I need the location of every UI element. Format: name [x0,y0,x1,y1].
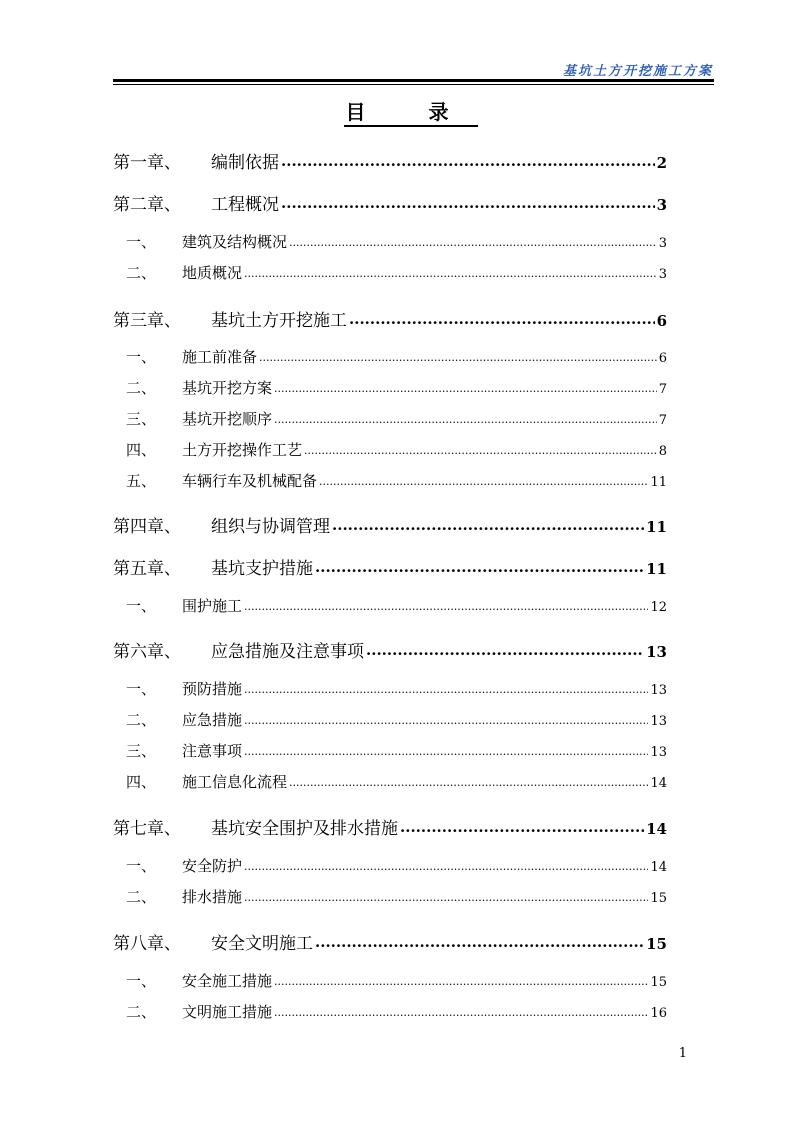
toc-entry-number: 第一章、 [113,153,181,173]
toc-entry-number: 四、 [126,773,157,791]
toc-entry-number: 第二章、 [113,195,181,215]
toc-entry-page: 6 [658,351,667,366]
toc-dot-leader [304,444,657,457]
toc-entry-title: 应急措施 [182,711,243,729]
toc-entry-title: 建筑及结构概况 [182,233,288,251]
toc-entry-page: 7 [658,382,667,397]
toc-section-entry[interactable] [126,470,667,491]
toc-entry-page: 14 [650,776,667,791]
toc-dot-leader [274,975,648,988]
toc-entry-page: 3 [656,196,667,214]
toc-entry-title: 基坑土方开挖施工 [211,311,347,331]
toc-section-entry[interactable] [126,678,667,699]
toc-dot-leader [349,310,655,328]
toc-section-entry[interactable] [126,346,667,367]
toc-entry-page: 14 [646,820,667,838]
toc-section-entry[interactable] [126,439,667,460]
toc-dot-leader [400,818,644,836]
toc-chapter-entry[interactable] [113,190,667,215]
header-rule-thin [113,84,714,85]
toc-entry-page: 11 [650,475,667,490]
toc-entry-title: 基坑开挖方案 [182,379,273,397]
toc-section-entry[interactable] [126,1001,667,1022]
toc-entry-page: 6 [656,312,667,330]
running-header-title: 基坑土方开挖施工方案 [562,64,713,79]
toc-entry-title: 文明施工措施 [182,1003,273,1021]
toc-entry-page: 8 [658,444,667,459]
toc-entry-page: 12 [650,600,667,615]
toc-dot-leader [315,933,644,951]
page-number: 1 [678,1046,687,1061]
toc-entry-page: 13 [646,643,667,661]
toc-entry-number: 第七章、 [113,819,181,839]
toc-entry-title: 安全防护 [182,857,243,875]
toc-chapter-entry[interactable] [113,554,667,579]
toc-entry-page: 15 [650,891,667,906]
toc-section-entry[interactable] [126,886,667,907]
toc-entry-title: 应急措施及注意事项 [211,642,364,662]
toc-entry-number: 第六章、 [113,642,181,662]
toc-section-entry[interactable] [126,709,667,730]
toc-dot-leader [289,236,657,249]
toc-entry-title: 组织与协调管理 [211,517,330,537]
toc-entry-title: 车辆行车及机械配备 [182,472,318,490]
toc-entry-number: 二、 [126,1003,157,1021]
toc-section-entry[interactable] [126,262,667,283]
toc-entry-number: 五、 [126,472,157,490]
toc-dot-leader [244,714,648,727]
toc-entry-number: 一、 [126,972,157,990]
toc-chapter-entry[interactable] [113,637,667,662]
toc-chapter-entry[interactable] [113,929,667,954]
toc-entry-number: 三、 [126,410,157,428]
toc-entry-page: 7 [658,413,667,428]
toc-dot-leader [244,267,657,280]
toc-title-text: 目 录 [344,100,479,127]
toc-entry-title: 安全文明施工 [211,934,313,954]
toc-entry-page: 11 [646,518,667,536]
toc-entry-number: 二、 [126,711,157,729]
toc-entry-title: 基坑支护措施 [211,559,313,579]
toc-dot-leader [274,382,657,395]
toc-dot-leader [244,600,648,613]
toc-entry-number: 第三章、 [113,311,181,331]
toc-dot-leader [244,860,648,873]
toc-entry-number: 一、 [126,233,157,251]
toc-entry-number: 二、 [126,379,157,397]
toc-entry-number: 一、 [126,857,157,875]
header-rule-thick [113,79,714,82]
toc-dot-leader [366,641,644,659]
toc-entry-title: 预防措施 [182,680,243,698]
toc-section-entry[interactable] [126,740,667,761]
toc-chapter-entry[interactable] [113,814,667,839]
toc-entry-page: 13 [650,714,667,729]
toc-entry-title: 基坑开挖顺序 [182,410,273,428]
toc-section-entry[interactable] [126,855,667,876]
toc-entry-title: 土方开挖操作工艺 [182,441,303,459]
toc-entry-page: 11 [646,560,667,578]
toc-dot-leader [259,351,657,364]
toc-dot-leader [244,891,648,904]
toc-entry-number: 一、 [126,680,157,698]
toc-entry-number: 第八章、 [113,934,181,954]
toc-entry-title: 注意事项 [182,742,243,760]
toc-entry-number: 三、 [126,742,157,760]
toc-section-entry[interactable] [126,377,667,398]
toc-entry-number: 一、 [126,597,157,615]
toc-entry-title: 编制依据 [211,153,279,173]
toc-entry-title: 围护施工 [182,597,243,615]
toc-entry-number: 第五章、 [113,559,181,579]
toc-dot-leader [315,558,644,576]
toc-entry-title: 施工前准备 [182,348,258,366]
toc-title [0,100,794,127]
toc-entry-page: 14 [650,860,667,875]
toc-chapter-entry[interactable] [113,512,667,537]
toc-dot-leader [274,1006,648,1019]
toc-chapter-entry[interactable] [113,306,667,331]
toc-entry-page: 13 [650,745,667,760]
toc-entry-number: 第四章、 [113,517,181,537]
toc-entry-number: 一、 [126,348,157,366]
toc-entry-page: 3 [658,236,667,251]
toc-dot-leader [274,413,657,426]
toc-section-entry[interactable] [126,408,667,429]
toc-entry-title: 工程概况 [211,195,279,215]
toc-dot-leader [289,776,648,789]
toc-dot-leader [244,683,648,696]
toc-entry-title: 安全施工措施 [182,972,273,990]
toc-entry-page: 15 [646,935,667,953]
toc-entry-number: 四、 [126,441,157,459]
toc-entry-page: 16 [650,1006,667,1021]
toc-dot-leader [319,475,648,488]
toc-section-entry[interactable] [126,970,667,991]
toc-section-entry[interactable] [126,771,667,792]
toc-entry-title: 地质概况 [182,264,243,282]
toc-dot-leader [281,152,655,170]
toc-entry-page: 3 [658,267,667,282]
toc-entry-number: 二、 [126,264,157,282]
toc-section-entry[interactable] [126,595,667,616]
toc-dot-leader [281,194,655,212]
toc-entry-number: 二、 [126,888,157,906]
toc-section-entry[interactable] [126,231,667,252]
toc-dot-leader [332,516,644,534]
toc-entry-title: 施工信息化流程 [182,773,288,791]
toc-dot-leader [244,745,648,758]
toc-entry-page: 15 [650,975,667,990]
toc-entry-page: 13 [650,683,667,698]
toc-chapter-entry[interactable] [113,148,667,173]
toc-entry-title: 排水措施 [182,888,243,906]
toc-entry-page: 2 [656,154,667,172]
toc-entry-title: 基坑安全围护及排水措施 [211,819,398,839]
